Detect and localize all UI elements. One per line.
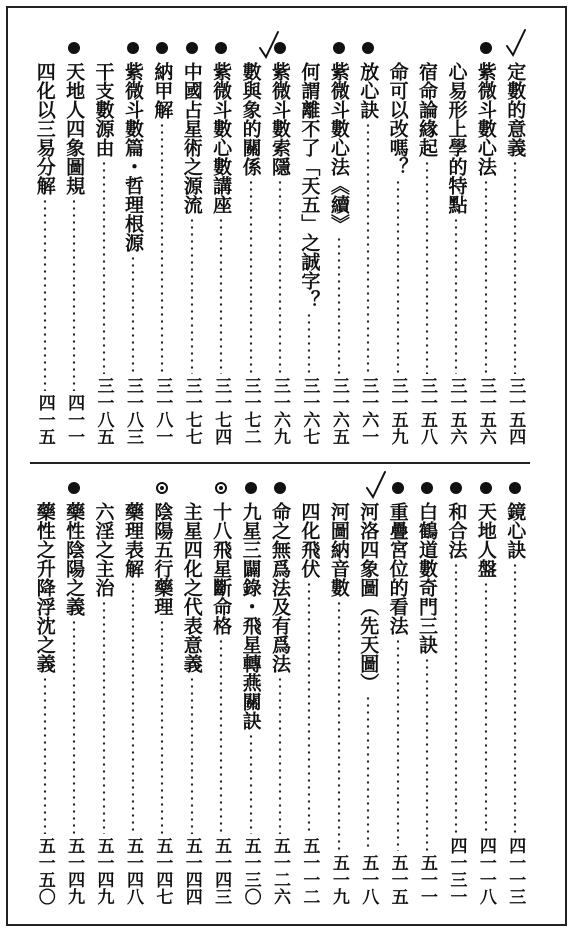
toc-entry-title: 河圖納音數 [327,502,350,597]
dot-leader [131,255,135,374]
toc-entry [326,480,352,905]
dot-leader [307,581,311,834]
toc-entry-page: 三一五九 [387,377,408,445]
toc-entry-page: 四一一三 [505,837,526,905]
toc-entry [443,40,469,445]
dot-leader [484,179,488,374]
dot-leader [43,676,47,834]
toc-entry-title: 放心訣 [357,62,380,119]
toc-entry [267,480,293,905]
toc-entry-title: 干支數源由 [92,62,115,157]
toc-entry-page: 三一五四 [505,377,526,445]
dot-leader [337,236,341,374]
toc-entry-page: 五一九 [328,854,349,905]
toc-entry [355,40,381,445]
toc-entry [32,480,58,905]
dot-leader [190,676,194,834]
dot-leader [72,198,76,391]
bullet-icon [68,480,80,502]
toc-entry-title: 四化飛伏 [298,502,321,578]
toc-entry [267,40,293,445]
toc-entry-title: 紫微斗數心法 [474,62,497,176]
bullet-icon [450,480,462,502]
toc-entry-title: 重疊宮位的看法 [386,502,409,635]
toc-entry-title: 天地人四象圖規 [63,62,86,195]
toc-entry [91,480,117,905]
toc-entry [502,40,528,445]
toc-entry [443,480,469,905]
dot-leader [396,179,400,374]
toc-entry-title: 紫微斗數索隱 [269,62,291,176]
toc-entry [179,40,205,445]
toc-entry-page: 三一五八 [417,377,438,445]
toc-entry-page: 三一六五 [328,377,349,445]
toc-entry-title: 六淫之主治 [92,502,115,597]
toc-entry-title: 藥性陰陽之義 [63,502,86,616]
bullet-icon [362,40,374,62]
dot-leader [190,217,194,374]
dot-leader [484,581,488,834]
toc-entry-page: 三一五六 [446,377,467,445]
toc-entry [32,40,58,445]
dot-leader [219,638,223,834]
toc-entry-title: 命之無爲法及有爲法 [269,502,291,673]
toc-entry-title: 定數的意義 [504,62,527,157]
toc-entry-title: 白鶴道數奇門三訣 [416,502,439,654]
toc-entry [326,40,352,445]
toc-entry-title: 天地人盤 [474,502,497,578]
toc-entry [473,40,499,445]
toc-entry-page: 五一四四 [181,837,202,905]
toc-entry [120,40,146,445]
toc-entry [91,40,117,445]
toc-entry-page: 五一四八 [122,837,143,905]
toc-entry-title: 十八飛星斷命格 [210,502,233,635]
toc-entry-page: 三一七七 [181,377,202,445]
bullet-icon [421,480,433,502]
frame-bottom-border [6,924,567,926]
dot-leader [102,600,106,834]
toc-entry-page: 五一五〇 [34,837,55,905]
toc-entry [296,40,322,445]
toc-entry [355,480,381,905]
toc-entry-page: 三一八五 [93,377,114,445]
dot-leader [278,179,282,374]
dot-leader [219,217,223,374]
dot-leader [366,122,370,374]
toc-entry-title: 九星三闢錄・飛星轉燕關訣 [239,502,262,730]
bullet-icon [245,480,257,502]
bullet-icon [127,40,139,62]
toc-entry [238,480,264,905]
toc-entry [149,480,175,905]
bullet-icon [480,480,492,502]
toc-entry [502,480,528,905]
dot-leader [249,179,253,374]
toc-entry-page: 五一三〇 [240,837,261,905]
dot-leader [454,217,458,374]
toc-entry-title: 河洛四象圖（先天圖） [357,502,380,692]
bullet-icon [333,40,345,62]
bullet-icon [509,480,521,502]
toc-entry-title: 四化以三易分解 [33,62,56,195]
toc-entry [61,480,87,905]
toc-entry [385,480,411,905]
toc-entry [208,40,234,445]
dot-leader [43,198,47,391]
toc-entry-page: 三一七二 [240,377,261,445]
target-bullet-icon [156,480,168,502]
toc-entry-page: 五一四九 [93,837,114,905]
dot-leader [72,619,76,834]
dot-leader [249,733,253,834]
toc-entry [473,480,499,905]
toc-entry [149,40,175,445]
bullet-icon [156,40,168,62]
handwritten-check-icon [258,30,280,60]
toc-entry-title: 和合法 [445,502,468,559]
toc-entry-page: 三一八三 [122,377,143,445]
bullet-icon [186,40,198,62]
toc-entry-title: 紫微斗數篇・哲理根源 [121,62,144,252]
handwritten-check-icon [365,470,387,500]
toc-entry [414,480,440,905]
toc-entry-page: 五一二六 [270,837,290,905]
toc-entry-page: 五一一 [417,854,438,905]
toc-entry [120,480,146,905]
bullet-icon [392,480,404,502]
toc-entry [385,40,411,445]
dot-leader [425,657,429,851]
dot-leader [513,562,517,834]
toc-entry [414,40,440,445]
frame-top-border [6,6,567,8]
toc-entry-page: 五一八 [358,854,379,905]
toc-entry-title: 納甲解 [151,62,174,119]
dot-leader [160,122,164,374]
dot-leader [131,581,135,834]
bullet-icon [215,40,227,62]
toc-entry [296,480,322,905]
dot-leader [366,695,370,851]
dot-leader [160,619,164,834]
toc-entry-page: 五一一二 [299,837,320,905]
toc-entry-page: 五一四三 [211,837,232,905]
toc-entry-page: 五一四九 [64,837,85,905]
dot-leader [337,600,341,851]
toc-entry-page: 三一六一 [358,377,379,445]
toc-entry-title: 主星四化之代表意義 [180,502,203,673]
dot-leader [396,638,400,851]
toc-entry-title: 紫微斗數心法《續》 [327,62,350,233]
toc-entry [179,480,205,905]
target-bullet-icon [215,480,227,502]
toc-entry [238,40,264,445]
bullet-icon [480,40,492,62]
toc-entry-title: 鏡心訣 [504,502,527,559]
dot-leader [425,160,429,374]
toc-entry-title: 宿命論緣起 [416,62,439,157]
dot-leader [278,676,282,834]
toc-entry-title: 心易形上學的特點 [445,62,468,214]
toc-entry-title: 藥理表解 [121,502,144,578]
toc-entry-title: 紫微斗數心數講座 [210,62,233,214]
toc-entry-page: 四一五 [34,394,55,445]
toc-entry-title: 命可以改嗎？ [386,62,409,176]
toc-top-section [30,40,530,445]
toc-entry-title: 藥性之升降浮沈之義 [33,502,56,673]
toc-entry-title: 數與象的關係 [239,62,262,176]
dot-leader [307,312,311,374]
toc-entry-page: 三一六九 [270,377,290,445]
toc-bottom-section [30,480,530,905]
dot-leader [454,562,458,834]
frame-left-border [6,6,8,926]
bullet-icon [68,40,80,62]
bullet-icon [274,480,286,502]
toc-entry-page: 三一七四 [211,377,232,445]
toc-entry-page: 三一六七 [299,377,320,445]
handwritten-check-icon [505,28,527,58]
toc-entry-page: 五一五 [387,854,408,905]
toc-entry-title: 中國占星術之源流 [180,62,203,214]
dot-leader [102,160,106,374]
toc-entry [208,480,234,905]
toc-entry-page: 四一三一 [446,837,467,905]
toc-entry-title: 何謂離不了「天五」之誠字？ [298,62,321,309]
section-divider [30,462,530,464]
toc-entry-page: 四一一 [64,394,85,445]
toc-entry-page: 三一五六 [475,377,496,445]
frame-right-border [565,6,567,926]
toc-entry-page: 四一一八 [475,837,496,905]
dot-leader [513,160,517,374]
toc-entry [61,40,87,445]
toc-entry-title: 陰陽五行藥理 [151,502,174,616]
toc-entry-page: 五一四七 [152,837,173,905]
toc-entry-page: 三一八一 [152,377,173,445]
